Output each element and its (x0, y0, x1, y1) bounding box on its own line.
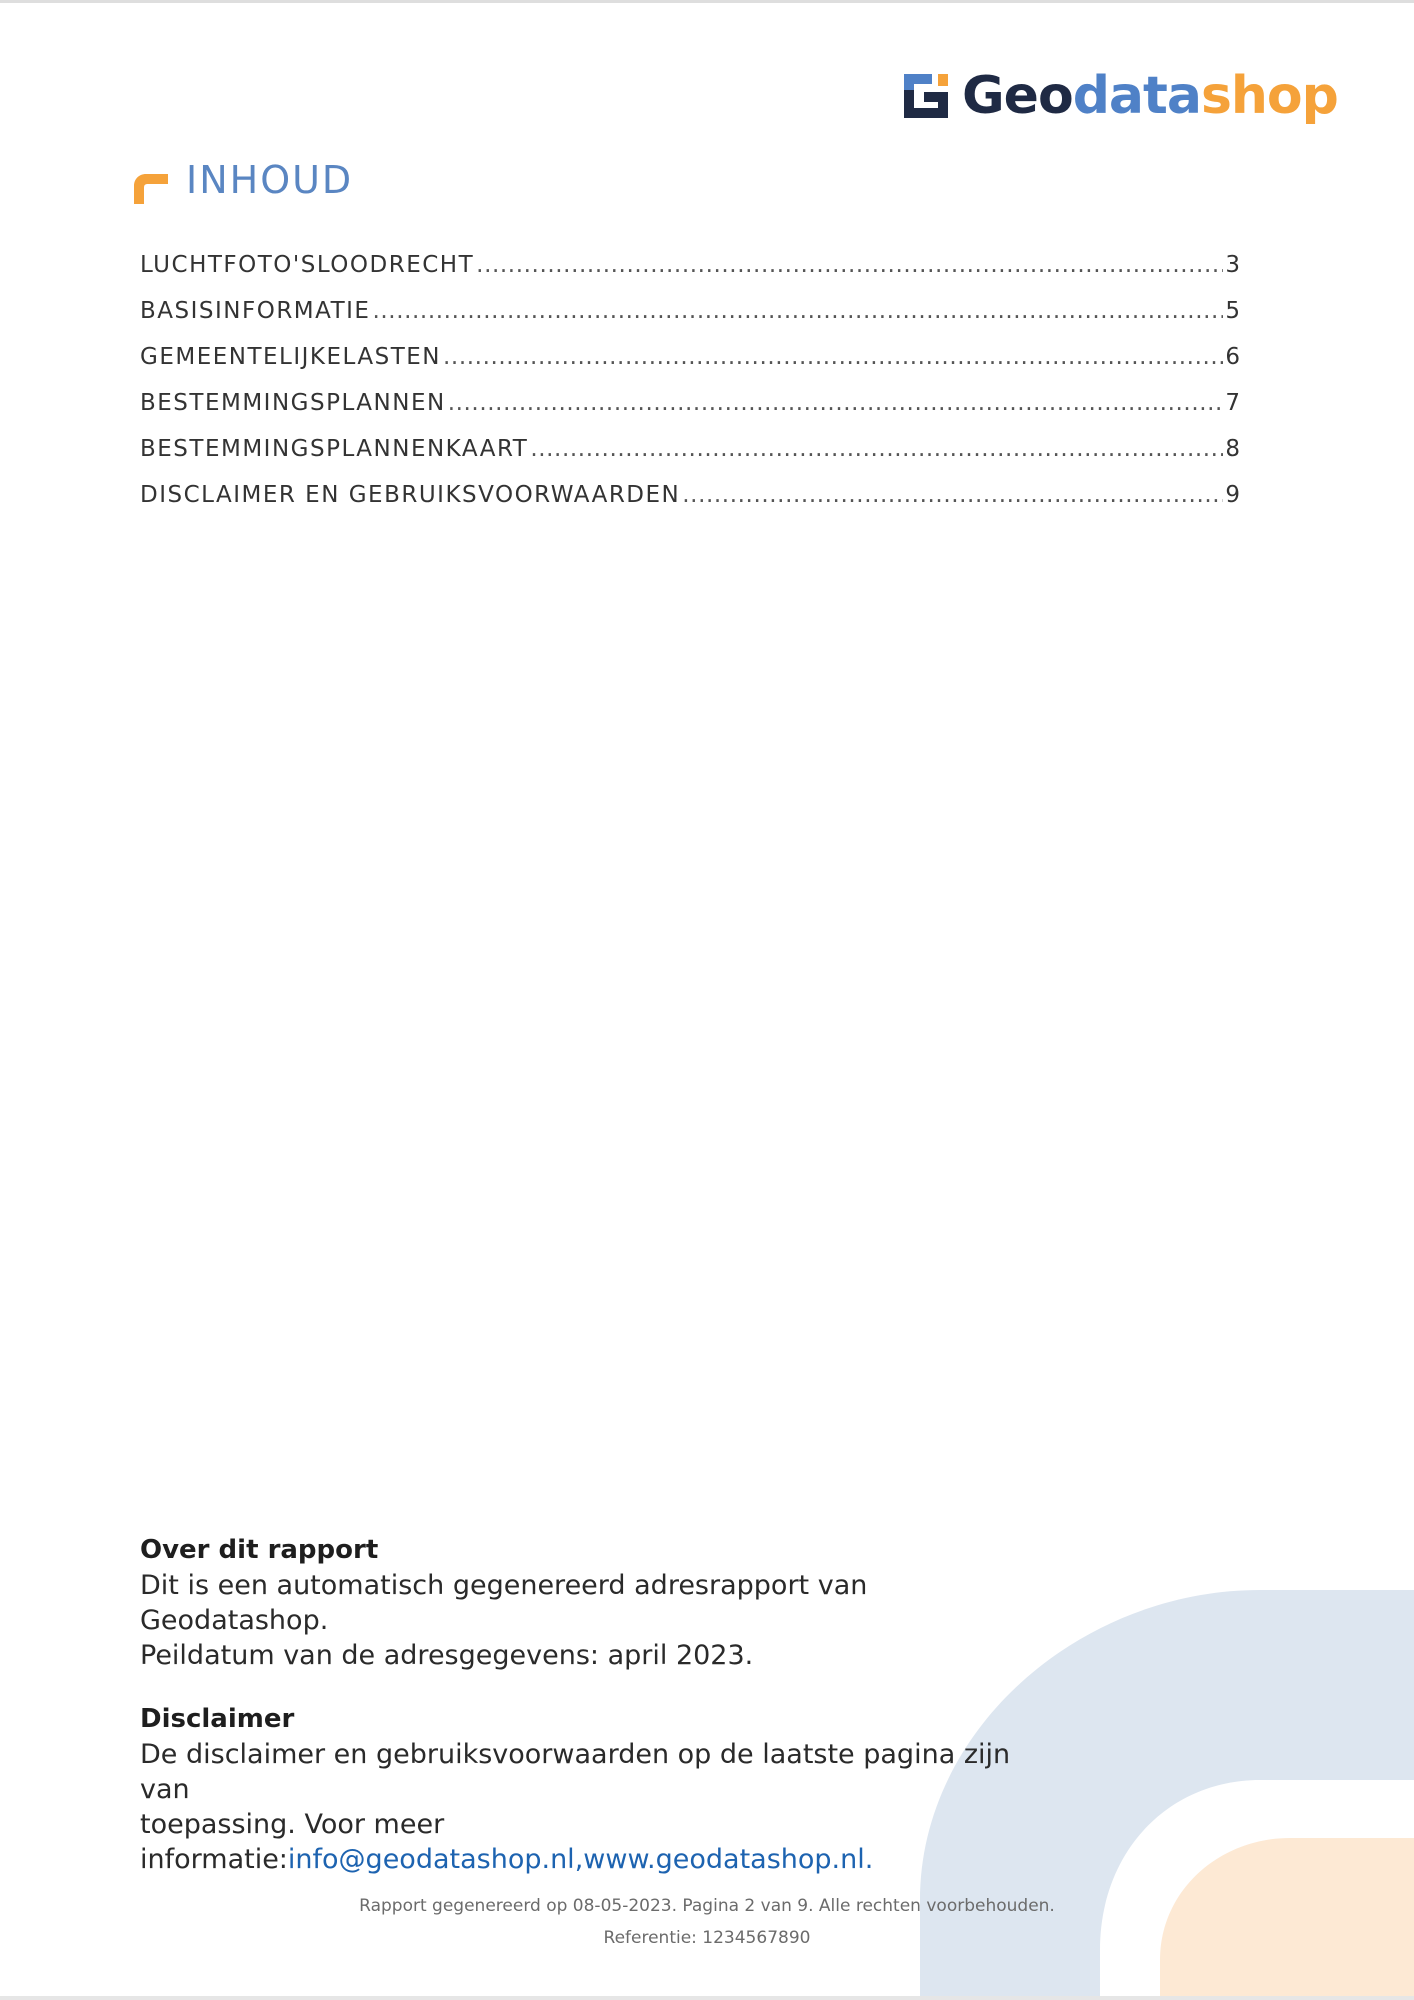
toc-item-page: 5 (1225, 298, 1240, 324)
toc-item-title: BESTEMMINGSPLANNENKAART (140, 436, 529, 462)
disclaimer-line-2-text: toepassing. Voor meer informatie: (140, 1809, 445, 1875)
about-report-section (140, 1532, 1040, 1877)
toc-leader-dots (443, 344, 1223, 370)
toc-item-title: GEMEENTELIJKELASTEN (140, 344, 442, 370)
toc-item-title: LUCHTFOTO'SLOODRECHT (140, 252, 475, 278)
toc-item-page: 6 (1225, 344, 1240, 370)
toc-leader-dots (372, 298, 1223, 324)
page-title: INHOUD (186, 158, 354, 202)
logo-text-shop: shop (1200, 66, 1338, 126)
page-footer (0, 1890, 1414, 1954)
toc-leader-dots (682, 482, 1223, 508)
logo-text-data: data (1072, 66, 1201, 126)
toc-item-page: 9 (1225, 482, 1240, 508)
toc-item-page: 3 (1225, 252, 1240, 278)
section-heading (134, 150, 353, 210)
logo-mark-icon (898, 68, 954, 124)
geodatashop-logo (898, 64, 1338, 128)
table-of-contents (140, 252, 1240, 528)
logo-text-geo: Geo (962, 66, 1073, 126)
logo-wordmark (962, 64, 1338, 128)
toc-leader-dots (530, 436, 1223, 462)
disclaimer-line-1: De disclaimer en gebruiksvoorwaarden op de laatste pagina zijn van (140, 1739, 1011, 1805)
toc-item-page: 8 (1225, 436, 1240, 462)
toc-item-title: BASISINFORMATIE (140, 298, 371, 324)
toc-item[interactable] (140, 298, 1240, 344)
about-line-1: Dit is een automatisch gegenereerd adresrapport van Geodatashop. (140, 1570, 868, 1636)
toc-leader-dots (476, 252, 1223, 278)
about-title: Over dit rapport (140, 1535, 379, 1565)
toc-leader-dots (448, 390, 1224, 416)
toc-item[interactable] (140, 344, 1240, 390)
disclaimer-line-2 (140, 1807, 1040, 1877)
footer-generated-line: Rapport gegenereerd op 08-05-2023. Pagina 2 van 9. Alle rechten voorbehouden. (359, 1896, 1055, 1916)
website-link[interactable]: www.geodatashop.nl. (583, 1844, 874, 1875)
footer-reference-line: Referentie: 1234567890 (603, 1928, 811, 1948)
about-line-2: Peildatum van de adresgegevens: april 2023. (140, 1640, 754, 1671)
toc-item[interactable] (140, 252, 1240, 298)
link-separator: , (574, 1844, 584, 1875)
toc-item-page: 7 (1225, 390, 1240, 416)
toc-item-title: DISCLAIMER EN GEBRUIKSVOORWAARDEN (140, 482, 681, 508)
disclaimer-title: Disclaimer (140, 1704, 295, 1734)
toc-item[interactable] (140, 436, 1240, 482)
email-link[interactable]: info@geodatashop.nl (287, 1844, 575, 1875)
toc-item-title: BESTEMMINGSPLANNEN (140, 390, 446, 416)
toc-item[interactable] (140, 482, 1240, 528)
orange-corner-icon (134, 174, 168, 204)
toc-item[interactable] (140, 390, 1240, 436)
bottom-divider (0, 1996, 1414, 2000)
